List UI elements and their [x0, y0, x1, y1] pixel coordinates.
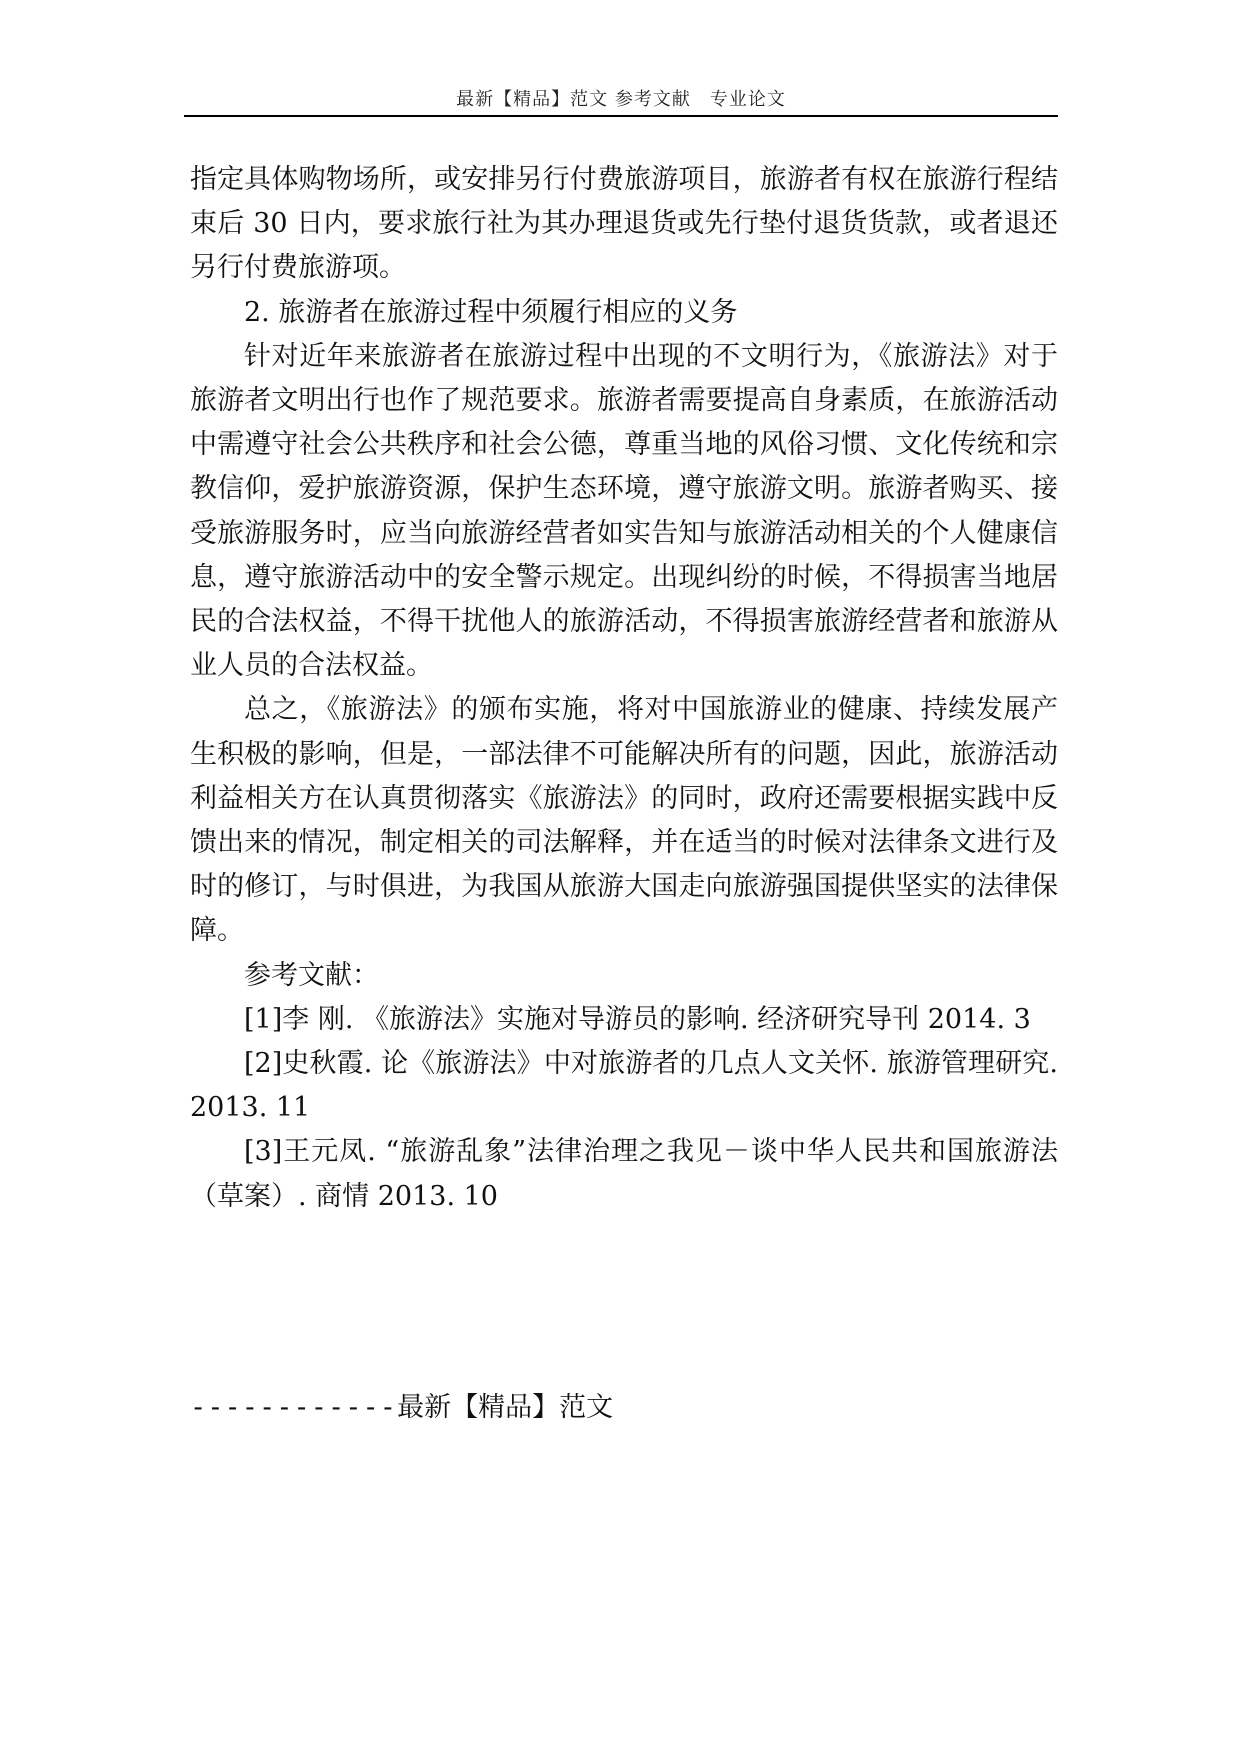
reference-item-2: [2]史秋霞. 论《旅游法》中对旅游者的几点人文关怀. 旅游管理研究. 2013. 11 — [190, 1048, 1058, 1124]
paragraph-traveler-obligations: 针对近年来旅游者在旅游过程中出现的不文明行为，《旅游法》对于旅游者文明出行也作了规范要求。旅游者需要提高自身素质，在旅游活动中需遵守社会公共秩序和社会公德，尊重当地的风俗习惯、文化传统和宗教信仰，爱护旅游资源，保护生态环境，遵守旅游文明。旅游者购买、接受旅游服务时，应当向旅游经营者如实告知与旅游活动相关的个人健康信息，遵守旅游活动中的安全警示规定。出现纠纷的时候，不得损害当地居民的合法权益，不得干扰他人的旅游活动，不得损害旅游经营者和旅游从业人员的合法权益。 — [190, 340, 1058, 682]
reference-item-1: [1]李 刚. 《旅游法》实施对导游员的影响. 经济研究导刊 2014. 3 — [244, 1003, 1031, 1035]
reference-item-3: [3]王元凤. “旅游乱象”法律治理之我见－谈中华人民共和国旅游法（草案）. 商情 2013. 10 — [190, 1136, 1058, 1212]
page-footer — [190, 1386, 613, 1430]
document-body — [190, 158, 1058, 1219]
footer-text: 最新【精品】范文 — [397, 1392, 614, 1423]
section-heading: 2. 旅游者在旅游过程中须履行相应的义务 — [244, 296, 738, 328]
paragraph-continuation: 指定具体购物场所，或安排另行付费旅游项目，旅游者有权在旅游行程结束后 30 日内，要求旅行社为其办理退货或先行垫付退货货款，或者退还另行付费旅游项。 — [190, 164, 1058, 284]
paragraph-conclusion: 总之，《旅游法》的颁布实施，将对中国旅游业的健康、持续发展产生积极的影响，但是，一部法律不可能解决所有的问题，因此，旅游活动利益相关方在认真贯彻落实《旅游法》的同时，政府还需要根据实践中反馈出来的情况，制定相关的司法解释，并在适当的时候对法律条文进行及时的修订，与时俱进，为我国从旅游大国走向旅游强国提供坚实的法律保障。 — [190, 694, 1058, 947]
references-title: 参考文献： — [244, 959, 379, 991]
footer-dashes: ------------ — [190, 1392, 398, 1423]
running-header: 最新【精品】范文 参考文献 专业论文 — [456, 89, 786, 110]
header-divider — [184, 115, 1058, 117]
